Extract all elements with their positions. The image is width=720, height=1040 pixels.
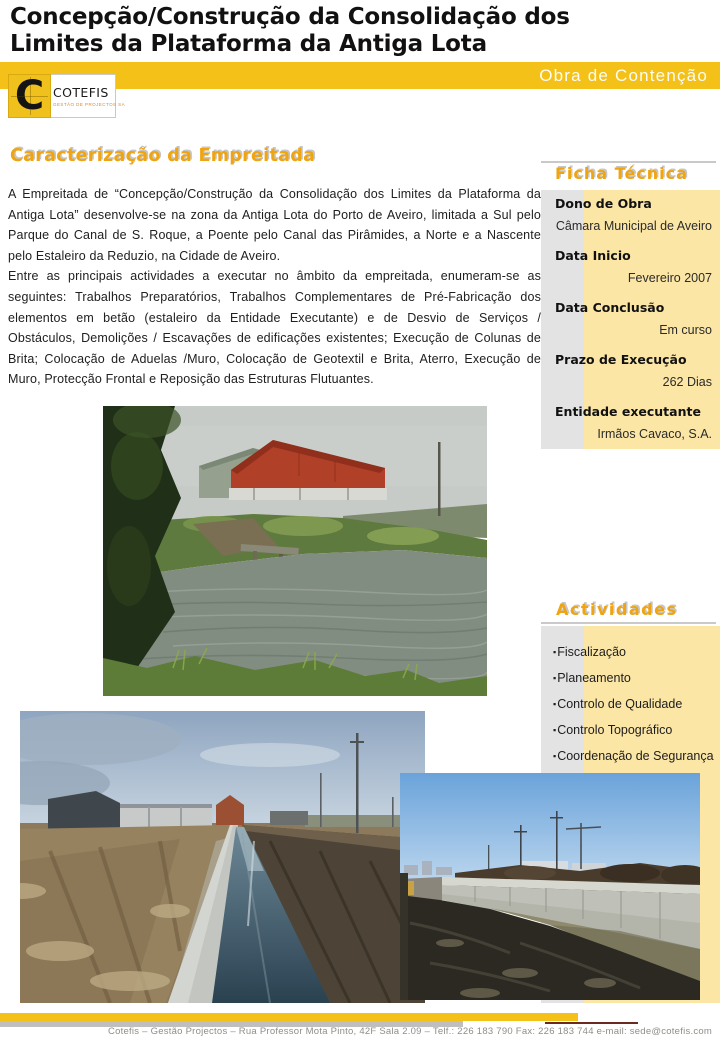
list-item xyxy=(553,696,713,712)
description-paragraph-2: Entre as principais actividades a executar no âmbito da empreitada, enumeram-se as seguintes: Trabalhos Preparatórios, Trabalhos Complementares de Pré-Fabricação dos elementos em betão (estaleiro da Entidade Executante) e de Desvio de Serviços / Obstáculos, Demolições / Escavações de edificações existentes; Execução de Colunas de Brita; Colocação de Aduelas /Muro, Colocação de Geotextil e Brita, Aterro, Execução de Muro, Protecção Frontal e Reposição das Estruturas Flutuantes. xyxy=(8,269,541,387)
field-label-entidade-executante: Entidade executante xyxy=(555,404,701,419)
field-value-entidade-executante: Irmãos Cavaco, S.A. xyxy=(597,427,712,441)
cotefis-logo-icon xyxy=(8,74,51,118)
square-bullet-icon: ▪ xyxy=(553,647,557,657)
category-banner-label: Obra de Contenção xyxy=(539,66,708,85)
field-label-data-conclusao: Data Conclusão xyxy=(555,300,665,315)
section-heading-caracterizacao: Caracterização da Empreitada xyxy=(10,146,316,166)
list-item-label: Planeamento xyxy=(557,671,631,685)
logo-monogram: C xyxy=(14,73,45,119)
page-title-line1: Concepção/Construção da Consolidação dos xyxy=(10,4,570,30)
list-item xyxy=(553,722,713,738)
photo-construction-canal xyxy=(20,711,425,1003)
list-item-label: Fiscalização xyxy=(557,645,626,659)
section-heading-ficha-tecnica: Ficha Técnica xyxy=(555,164,688,183)
list-item-label: Controlo de Qualidade xyxy=(557,697,683,711)
footer-contact-info: Cotefis – Gestão Projectos – Rua Professor Mota Pinto, 42F Sala 2.09 – Telf.: 226 183 790 Fax: 226 183 744 e-mail: sede@cotefis.com xyxy=(107,1026,713,1037)
square-bullet-icon: ▪ xyxy=(553,699,557,709)
photo-canal-red-warehouse xyxy=(103,406,487,696)
logo-name: COTEFIS xyxy=(53,85,109,100)
field-value-data-inicio: Fevereiro 2007 xyxy=(627,271,712,285)
logo-wordmark xyxy=(51,74,126,118)
field-value-prazo-execucao: 262 Dias xyxy=(662,375,712,389)
ficha-tecnica-panel xyxy=(541,190,720,449)
square-bullet-icon: ▪ xyxy=(553,673,557,683)
logo-tagline: GESTÃO DE PROJECTOS SA xyxy=(53,102,126,107)
cotefis-logo xyxy=(8,73,126,119)
description-paragraph-1: A Empreitada de “Concepção/Construção da Consolidação dos Limites da Plataforma da Antiga Lota” desenvolve-se na zona da Antiga Lota do Porto de Aveiro, limitada a Sul pelo Parque do Canal de S. Roque, a Poente pelo Canal das Pirâmides, a Norte e a Nascente pelo Estaleiro da Reduzio, na Cidade de Aveiro. xyxy=(8,187,541,263)
list-item xyxy=(553,670,713,686)
field-label-prazo-execucao: Prazo de Execução xyxy=(555,352,687,367)
footer-yellow-bar xyxy=(0,1013,578,1021)
project-description xyxy=(8,184,541,390)
field-label-dono-de-obra: Dono de Obra xyxy=(555,196,652,211)
list-item xyxy=(553,644,713,660)
page-title xyxy=(10,4,712,58)
section-heading-actividades: Actividades xyxy=(556,600,678,619)
list-item-label: Controlo Topográfico xyxy=(557,723,673,737)
list-item xyxy=(553,748,713,764)
page-title-line2: Limites da Plataforma da Antiga Lota xyxy=(10,31,487,57)
actividades-list xyxy=(553,644,713,774)
actividades-underline xyxy=(541,622,716,624)
ficha-fields xyxy=(555,196,712,442)
square-bullet-icon: ▪ xyxy=(553,751,557,761)
footer-accent-line xyxy=(545,1022,638,1024)
photo-concrete-wall xyxy=(400,773,700,1000)
field-value-dono-de-obra: Câmara Municipal de Aveiro xyxy=(555,219,712,233)
ficha-top-rule xyxy=(541,161,716,163)
field-label-data-inicio: Data Inicio xyxy=(555,248,631,263)
field-value-data-conclusao: Em curso xyxy=(659,323,712,337)
square-bullet-icon: ▪ xyxy=(553,725,557,735)
list-item-label: Coordenação de Segurança xyxy=(557,749,714,763)
